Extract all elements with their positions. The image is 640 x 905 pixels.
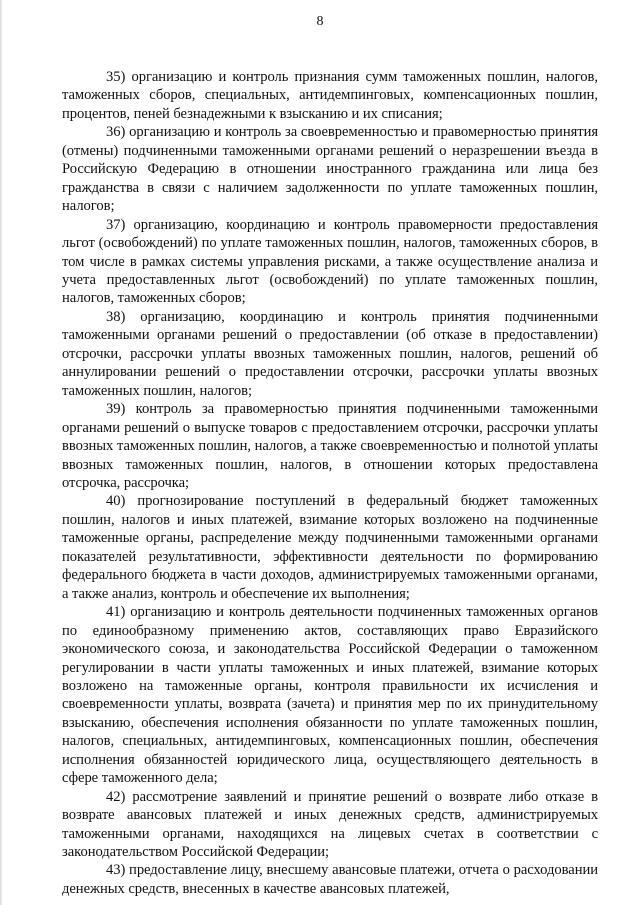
page-number: 8 (316, 14, 324, 29)
paragraph-39: 39) контроль за правомерностью принятия подчиненными таможенными органами решений о выпуске товаров с предоставлением отсрочки, рассрочки уплаты ввозных таможенных пошлин, налогов, а также своевременностью и полнотой уплаты ввозных таможенных пошлин, налогов, в отношении которых предоставлена отсрочка, рассрочка; (62, 401, 598, 491)
paragraph-38: 38) организацию, координацию и контроль принятия подчиненными таможенными органами решений о предоставлении (об отказе в предоставлении) отсрочки, рассрочки уплаты ввозных таможенных пошлин, налогов, решений об аннулировании решений о предоставлении отсрочки, рассрочки уплаты ввозных таможенных пошлин, налогов; (62, 308, 598, 399)
paragraph-35: 35) организацию и контроль признания сумм таможенных пошлин, налогов, таможенных сборов, специальных, антидемпинговых, компенсационных пошлин, процентов, пеней безнадежными к взысканию и их списания; (62, 69, 598, 122)
paragraph-43: 43) предоставление лицу, внесшему авансовые платежи, отчета о расходовании денежных средств, внесенных в качестве авансовых платежей, (62, 862, 598, 897)
scan-edge-shadow (0, 0, 3, 905)
paragraph-40: 40) прогнозирование поступлений в федеральный бюджет таможенных пошлин, налогов и иных платежей, взимание которых возложено на подчиненные таможенные органы, распределение между подчиненными таможенными органами показателей результативности, эффективности деятельности по формированию федерального бюджета в части доходов, администрируемых таможенными органами, а также анализ, контроль и обеспечение их выполнения; (62, 493, 598, 602)
paragraph-37: 37) организацию, координацию и контроль правомерности предоставления льгот (освобождений) по уплате таможенных пошлин, налогов, таможенных сборов, в том числе в рамках системы управления рисками, а также осуществление анализа и учета предоставленных льгот (освобождений) по уплате таможенных пошлин, налогов, таможенных сборов; (62, 216, 598, 307)
document-body (62, 68, 598, 898)
paragraph-41: 41) организацию и контроль деятельности подчиненных таможенных органов по единообразному применению актов, составляющих право Евразийского экономического союза, и законодательства Российской Федерации о таможенном регулировании в части уплаты таможенных и иных платежей, взимание которых возложено на таможенные органы, контроля правильности их исчисления и своевременности уплаты, возврата (зачета) и принятия мер по их принудительному взысканию, обеспечения исполнения обязанности по уплате таможенных пошлин, налогов, специальных, антидемпинговых, компенсационных пошлин, обеспечения исполнения обязанностей юридического лица, осуществляющего деятельность в сфере таможенного дела; (62, 604, 598, 787)
paragraph-36: 36) организацию и контроль за своевременностью и правомерностью принятия (отмены) подчиненными таможенными органами решений о неразрешении въезда в Российскую Федерацию в отношении иностранного гражданина или лица без гражданства в связи с наличием задолженности по уплате таможенных пошлин, налогов; (62, 124, 598, 215)
paragraph-42: 42) рассмотрение заявлений и принятие решений о возврате либо отказе в возврате авансовых платежей и иных денежных средств, администрируемых таможенными органами, находящихся на лицевых счетах в соответствии с законодательством Российской Федерации; (62, 788, 598, 861)
